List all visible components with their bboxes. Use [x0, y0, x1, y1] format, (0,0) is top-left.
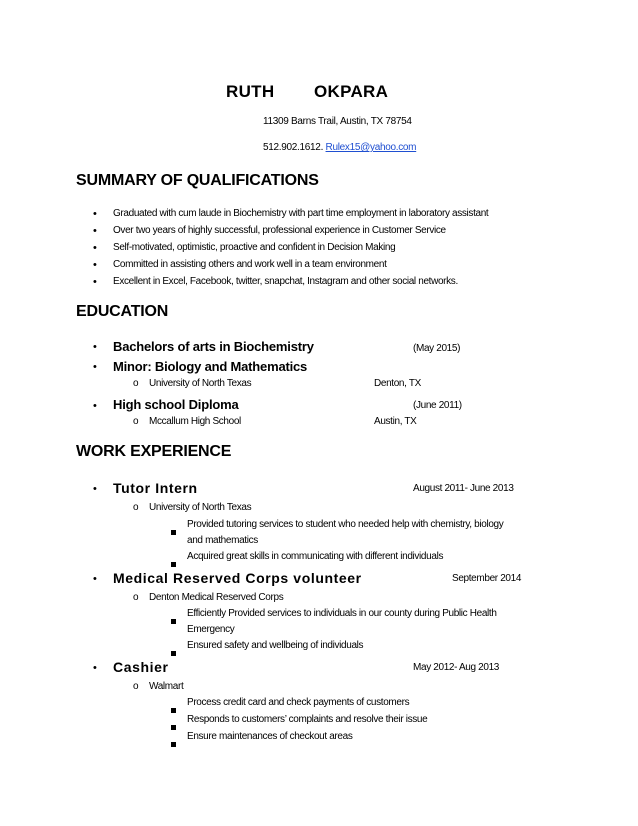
- bullet-dot: •: [93, 573, 97, 585]
- job-duty-cont: and mathematics: [187, 535, 258, 546]
- bullet-square: [171, 700, 176, 718]
- highschool: High school Diploma: [113, 397, 239, 412]
- job-duty: Responds to customers’ complaints and resolve their issue: [187, 714, 428, 725]
- bullet-circle: o: [133, 681, 139, 692]
- bullet-dot: •: [93, 400, 97, 412]
- bullet-dot: •: [93, 242, 97, 254]
- bullet-dot: •: [93, 225, 97, 237]
- summary-item: Over two years of highly successful, professional experience in Customer Service: [113, 225, 446, 236]
- minor: Minor: Biology and Mathematics: [113, 359, 308, 374]
- bullet-circle: o: [133, 592, 139, 603]
- last-name: OKPARA: [314, 82, 389, 101]
- highschool-date: (June 2011): [413, 400, 462, 411]
- summary-item: Excellent in Excel, Facebook, twitter, snapchat, Instagram and other social networks.: [113, 276, 458, 287]
- job-org: Walmart: [149, 681, 184, 692]
- bullet-square: [171, 717, 176, 735]
- first-name: RUTH: [226, 82, 275, 101]
- contact-line: [263, 142, 416, 153]
- bullet-square: [171, 643, 176, 661]
- bullet-square: [171, 522, 176, 540]
- bullet-square: [171, 611, 176, 629]
- job-duty: Efficiently Provided services to individuals in our county during Public Health: [187, 608, 497, 619]
- highschool-name: Mccallum High School: [149, 416, 241, 427]
- job-role: Tutor Intern: [113, 480, 198, 496]
- job-duty-cont: Emergency: [187, 624, 235, 635]
- job-org: Denton Medical Reserved Corps: [149, 592, 284, 603]
- bullet-circle: o: [133, 378, 139, 389]
- bullet-dot: •: [93, 483, 97, 495]
- bullet-dot: •: [93, 662, 97, 674]
- bullet-circle: o: [133, 502, 139, 513]
- job-role: Medical Reserved Corps volunteer: [113, 570, 362, 586]
- address: 11309 Barns Trail, Austin, TX 78754: [263, 116, 412, 127]
- bullet-dot: •: [93, 276, 97, 288]
- email-link[interactable]: Rulex15@yahoo.com: [325, 142, 417, 153]
- summary-title: SUMMARY OF QUALIFICATIONS: [76, 172, 319, 189]
- phone: 512.902.1612.: [263, 142, 324, 153]
- job-dates: August 2011- June 2013: [413, 483, 514, 494]
- bullet-circle: o: [133, 416, 139, 427]
- job-duty: Provided tutoring services to student who needed help with chemistry, biology: [187, 519, 504, 530]
- job-duty: Ensure maintenances of checkout areas: [187, 731, 353, 742]
- highschool-location: Austin, TX: [374, 416, 417, 427]
- job-dates: September 2014: [452, 573, 522, 584]
- degree-date: (May 2015): [413, 343, 461, 354]
- job-duty: Acquired great skills in communicating with different individuals: [187, 551, 444, 562]
- job-duty: Process credit card and check payments of customers: [187, 697, 410, 708]
- summary-item: Self-motivated, optimistic, proactive and confident in Decision Making: [113, 242, 396, 253]
- work-title: WORK EXPERIENCE: [76, 443, 232, 460]
- job-org: University of North Texas: [149, 502, 252, 513]
- summary-item: Graduated with cum laude in Biochemistry with part time employment in laboratory assistant: [113, 208, 489, 219]
- university-location: Denton, TX: [374, 378, 421, 389]
- job-role: Cashier: [113, 659, 169, 675]
- bullet-dot: •: [93, 208, 97, 220]
- university: University of North Texas: [149, 378, 252, 389]
- job-duty: Ensured safety and wellbeing of individuals: [187, 640, 364, 651]
- bullet-dot: •: [93, 341, 97, 353]
- education-title: EDUCATION: [76, 303, 169, 320]
- summary-item: Committed in assisting others and work well in a team environment: [113, 259, 387, 270]
- bullet-square: [171, 734, 176, 752]
- job-dates: May 2012- Aug 2013: [413, 662, 499, 673]
- degree: Bachelors of arts in Biochemistry: [113, 339, 314, 354]
- bullet-dot: •: [93, 259, 97, 271]
- bullet-dot: •: [93, 361, 97, 373]
